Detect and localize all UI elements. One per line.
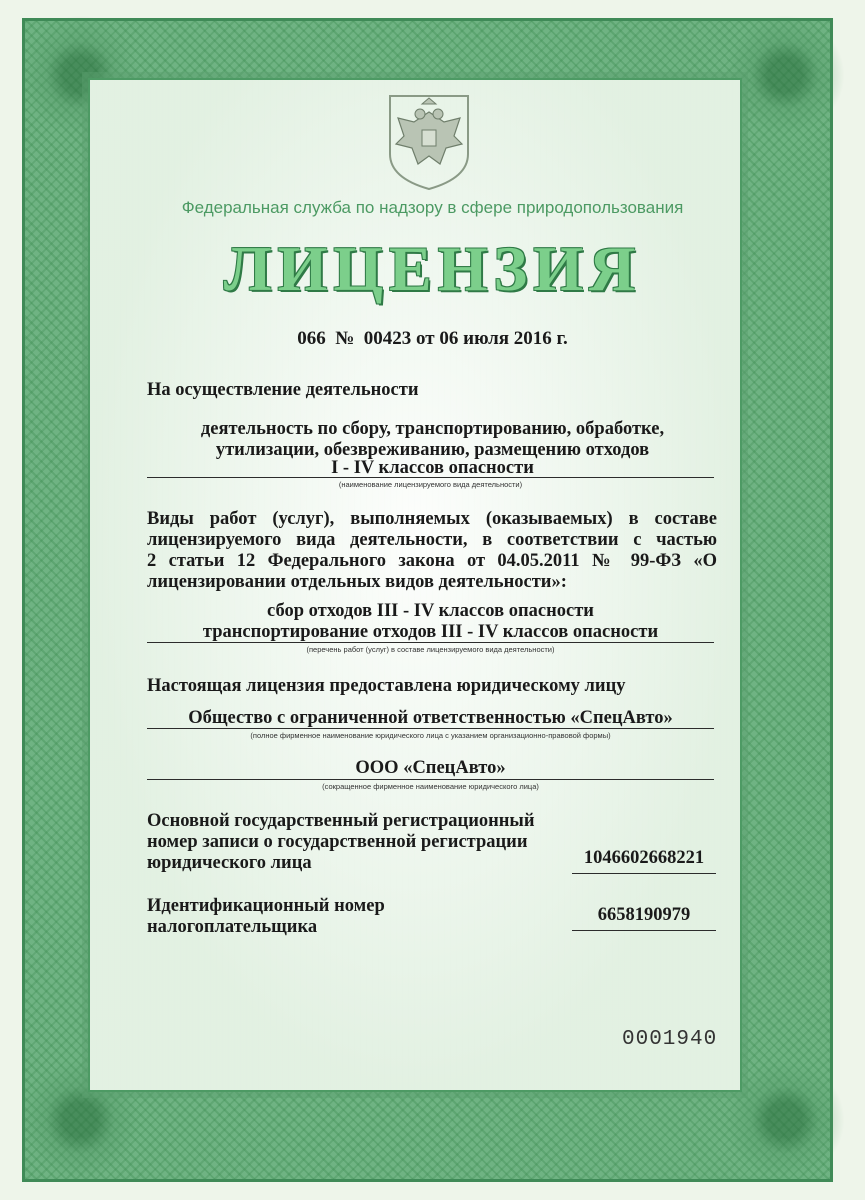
inn-underline [572, 930, 716, 931]
full-name-underline [147, 728, 714, 729]
issuing-agency: Федеральная служба по надзору в сфере природопользования [181, 198, 684, 217]
licensee-short-name: ООО «СпецАвто» [355, 758, 506, 778]
works-underline [147, 642, 714, 643]
corner-ornament-bottom-right [725, 1060, 845, 1180]
works-caption: (перечень работ (услуг) в составе лицензируемого вида деятельности) [306, 645, 555, 654]
ogrn-label-line-2: номер записи о государственной регистрации [147, 832, 528, 852]
ogrn-label-line-3: юридического лица [147, 853, 312, 873]
activity-line-3: I - IV классов опасности [331, 458, 534, 478]
works-item-1: сбор отходов III - IV классов опасности [267, 601, 594, 621]
ogrn-label-line-1: Основной государственный регистрационный [147, 811, 535, 831]
inn-value: 6658190979 [597, 905, 691, 925]
activity-caption: (наименование лицензируемого вида деятельности) [338, 480, 523, 489]
license-number: 066 № 00423 от 06 июля 2016 г. [297, 328, 568, 349]
licensee-full-name: Общество с ограниченной ответственностью «СпецАвто» [188, 708, 673, 728]
works-item-2: транспортирование отходов III - IV классов опасности [202, 622, 659, 642]
short-name-caption: (сокращенное фирменное наименование юридического лица) [322, 782, 539, 791]
coat-of-arms-icon [384, 92, 474, 192]
short-name-underline [147, 779, 714, 780]
inn-label-line-2: налогоплательщика [147, 917, 318, 937]
corner-ornament-top-right [725, 15, 845, 135]
document-title: ЛИЦЕНЗИЯ [223, 233, 642, 304]
works-intro-line-2: лицензируемого вида деятельности, в соответствии с частью [147, 530, 717, 550]
ogrn-value: 1046602668221 [583, 848, 705, 868]
licensee-label: Настоящая лицензия предоставлена юридическому лицу [147, 676, 626, 696]
works-intro-line-3: 2 статьи 12 Федерального закона от 04.05.2011 № 99-ФЗ «О [147, 551, 717, 571]
activity-line-2: утилизации, обезвреживанию, размещению отходов [215, 440, 650, 460]
blank-serial-number: 0001940 [622, 1028, 718, 1051]
activity-underline [147, 477, 714, 478]
inn-label-line-1: Идентификационный номер [147, 896, 385, 916]
activity-line-1: деятельность по сбору, транспортированию, обработке, [200, 419, 665, 439]
full-name-caption: (полное фирменное наименование юридического лица с указанием организационно-правовой формы) [250, 731, 611, 740]
ogrn-underline [572, 873, 716, 874]
activity-label: На осуществление деятельности [147, 380, 419, 400]
works-intro-line-1: Виды работ (услуг), выполняемых (оказываемых) в составе [147, 509, 717, 529]
works-intro-line-4: лицензировании отдельных видов деятельности»: [147, 572, 567, 592]
